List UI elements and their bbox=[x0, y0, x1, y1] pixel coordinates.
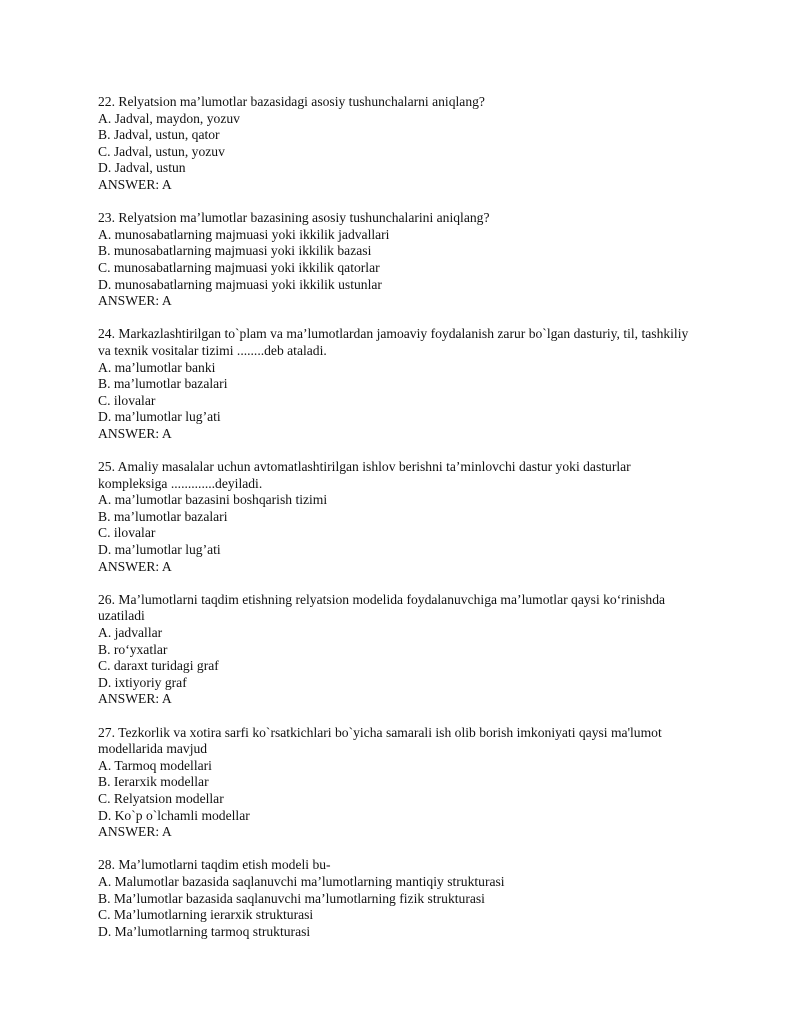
answer-line: ANSWER: A bbox=[98, 176, 172, 192]
question-text: 26. Ma’lumotlarni taqdim etishning relyatsion modelida foydalanuvchiga ma’lumotlar qaysi ko‘rinishda uzatiladi bbox=[98, 591, 666, 624]
option-d: D. ixtiyoriy graf bbox=[98, 674, 187, 690]
question-26 bbox=[98, 592, 700, 708]
option-c: C. Jadval, ustun, yozuv bbox=[98, 143, 225, 159]
option-d: D. Jadval, ustun bbox=[98, 160, 186, 176]
option-a: A. munosabatlarning majmuasi yoki ikkilik jadvallari bbox=[98, 226, 390, 242]
option-c: C. Ma’lumotlarning ierarxik strukturasi bbox=[98, 907, 314, 923]
option-d: D. Ko`p o`lchamli modellar bbox=[98, 807, 250, 823]
question-24 bbox=[98, 326, 700, 442]
question-text: 23. Relyatsion ma’lumotlar bazasining asosiy tushunchalarini aniqlang? bbox=[98, 210, 490, 226]
option-d: D. munosabatlarning majmuasi yoki ikkilik ustunlar bbox=[98, 276, 382, 292]
question-text: 25. Amaliy masalalar uchun avtomatlashtirilgan ishlov berishni ta’minlovchi dastur yoki dasturlar kompleksiga .............deyiladi. bbox=[98, 459, 631, 491]
option-d: D. ma’lumotlar lug’ati bbox=[98, 409, 221, 425]
option-b: B. ma’lumotlar bazalari bbox=[98, 376, 228, 392]
option-c: C. daraxt turidagi graf bbox=[98, 658, 219, 674]
option-b: B. Ma’lumotlar bazasida saqlanuvchi ma’lumotlarning fizik strukturasi bbox=[98, 890, 485, 906]
option-d: D. ma’lumotlar lug’ati bbox=[98, 542, 221, 558]
question-27 bbox=[98, 725, 700, 841]
option-a: A. ma’lumotlar bazasini boshqarish tizimi bbox=[98, 492, 328, 508]
option-b: B. Jadval, ustun, qator bbox=[98, 127, 220, 143]
question-text: 27. Tezkorlik va xotira sarfi ko`rsatkichlari bo`yicha samarali ish olib borish imkoniyati qaysi ma'lumot modellarida mavjud bbox=[98, 724, 662, 757]
answer-line: ANSWER: A bbox=[98, 691, 172, 707]
option-d: D. Ma’lumotlarning tarmoq strukturasi bbox=[98, 923, 311, 939]
option-a: A. Jadval, maydon, yozuv bbox=[98, 110, 240, 126]
answer-line: ANSWER: A bbox=[98, 558, 172, 574]
option-b: B. ma’lumotlar bazalari bbox=[98, 508, 228, 524]
question-25 bbox=[98, 459, 700, 575]
question-text: 28. Ma’lumotlarni taqdim etish modeli bu- bbox=[98, 857, 331, 873]
question-text: 24. Markazlashtirilgan to`plam va ma’lumotlardan jamoaviy foydalanish zarur bo`lgan dasturiy, til, tashkiliy va texnik vositalar tizimi ........deb ataladi. bbox=[98, 326, 689, 358]
option-b: B. munosabatlarning majmuasi yoki ikkilik bazasi bbox=[98, 243, 372, 259]
answer-line: ANSWER: A bbox=[98, 824, 172, 840]
option-a: A. ma’lumotlar banki bbox=[98, 359, 216, 375]
option-b: B. Ierarxik modellar bbox=[98, 774, 209, 790]
option-b: B. ro‘yxatlar bbox=[98, 641, 168, 657]
answer-line: ANSWER: A bbox=[98, 425, 172, 441]
option-a: A. jadvallar bbox=[98, 625, 163, 640]
option-a: A. Tarmoq modellari bbox=[98, 757, 212, 773]
option-c: C. ilovalar bbox=[98, 392, 156, 408]
option-c: C. munosabatlarning majmuasi yoki ikkilik qatorlar bbox=[98, 259, 380, 275]
question-text: 22. Relyatsion ma’lumotlar bazasidagi asosiy tushunchalarni aniqlang? bbox=[98, 94, 485, 109]
option-c: C. ilovalar bbox=[98, 525, 156, 541]
option-a: A. Malumotlar bazasida saqlanuvchi ma’lumotlarning mantiqiy strukturasi bbox=[98, 873, 505, 889]
answer-line: ANSWER: A bbox=[98, 293, 172, 309]
question-23 bbox=[98, 210, 700, 310]
question-28 bbox=[98, 857, 700, 940]
question-22 bbox=[98, 94, 700, 194]
option-c: C. Relyatsion modellar bbox=[98, 790, 224, 806]
